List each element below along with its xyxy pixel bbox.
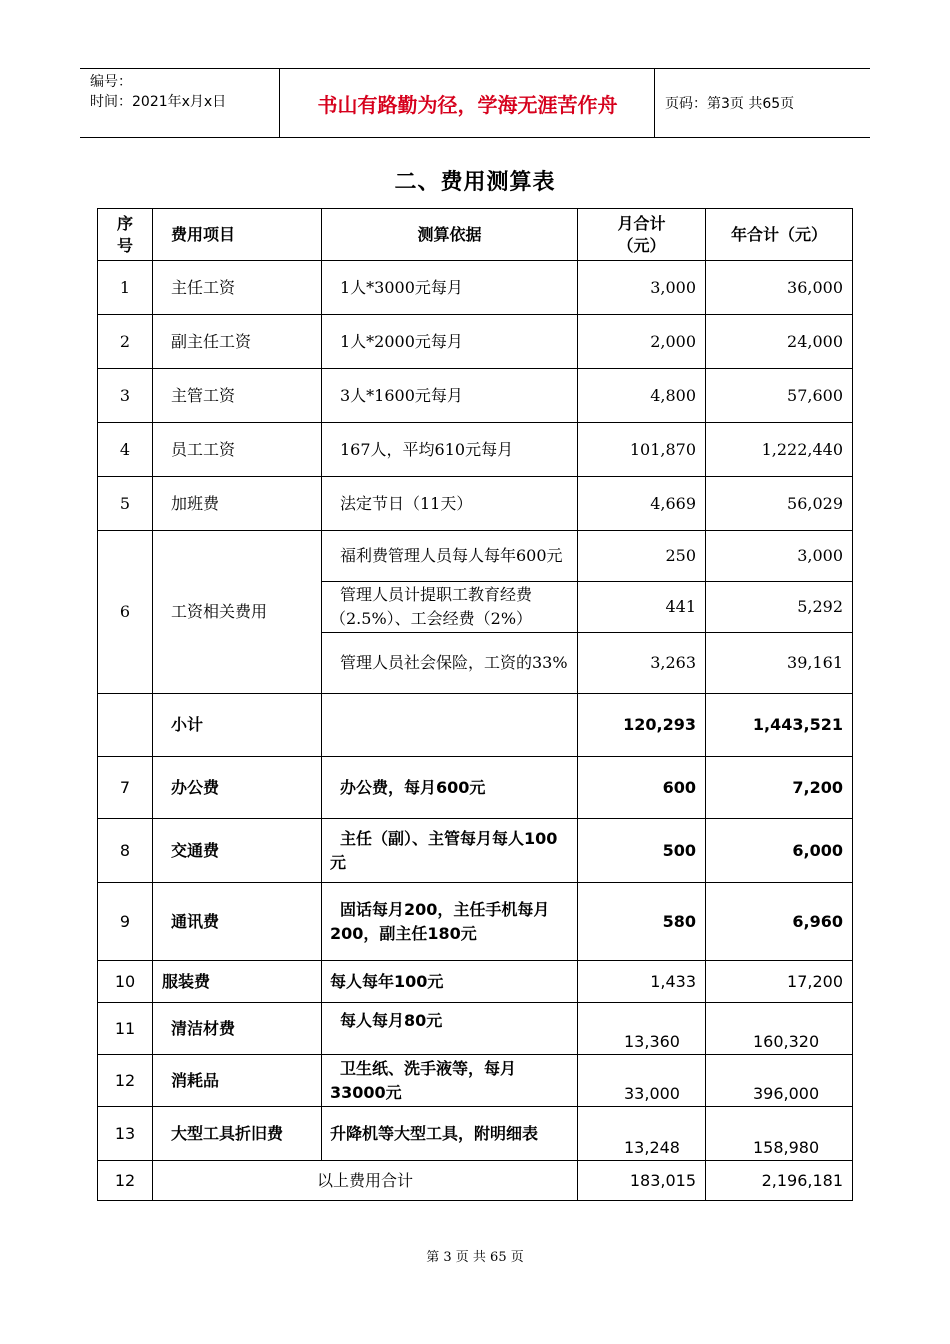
cell-yearly: 1,443,521 <box>706 694 853 757</box>
cell-basis: 1人*3000元每月 <box>322 261 578 315</box>
cell-item: 员工工资 <box>153 423 322 477</box>
col-header-yearly: 年合计（元） <box>706 209 853 261</box>
cell-seq: 7 <box>98 757 153 819</box>
cell-basis: 3人*1600元每月 <box>322 369 578 423</box>
cell-item: 消耗品 <box>153 1055 322 1107</box>
cell-basis: 固话每月200，主任手机每月200，副主任180元 <box>322 883 578 961</box>
table-header-row <box>98 209 853 261</box>
cell-monthly: 13,248 <box>578 1107 706 1161</box>
cell-seq: 12 <box>98 1161 153 1201</box>
cell-monthly: 580 <box>578 883 706 961</box>
cell-item: 主管工资 <box>153 369 322 423</box>
table-row <box>98 883 853 961</box>
cell-monthly: 4,669 <box>578 477 706 531</box>
cell-item: 副主任工资 <box>153 315 322 369</box>
col-header-item: 费用项目 <box>153 209 322 261</box>
cell-basis: 法定节日（11天） <box>322 477 578 531</box>
cell-basis: 167人，平均610元每月 <box>322 423 578 477</box>
cell-yearly: 57,600 <box>706 369 853 423</box>
page-title: 二、费用测算表 <box>394 170 556 195</box>
cell-item: 交通费 <box>153 819 322 883</box>
cell-yearly: 6,000 <box>706 819 853 883</box>
cell-seq: 9 <box>98 883 153 961</box>
cell-item: 清洁材费 <box>153 1003 322 1055</box>
col-header-monthly: 月合计（元） <box>578 209 706 261</box>
col-header-seq: 序号 <box>98 209 153 261</box>
cell-seq: 11 <box>98 1003 153 1055</box>
header-meta <box>80 69 280 137</box>
cell-monthly: 101,870 <box>578 423 706 477</box>
cell-basis: 福利费管理人员每人每年600元 <box>322 531 578 582</box>
cell-yearly: 56,029 <box>706 477 853 531</box>
cell-basis <box>322 694 578 757</box>
cell-basis: 管理人员计提职工教育经费（2.5%）、工会经费（2%） <box>322 582 578 633</box>
cell-yearly: 160,320 <box>706 1003 853 1055</box>
table-row <box>98 961 853 1003</box>
cell-total-label: 以上费用合计 <box>153 1161 578 1201</box>
page-footer: 第 3 页 共 65 页 <box>426 1250 524 1265</box>
cell-yearly: 158,980 <box>706 1107 853 1161</box>
table-row <box>98 531 853 582</box>
cell-basis: 主任（副）、主管每月每人100元 <box>322 819 578 883</box>
cell-item: 主任工资 <box>153 261 322 315</box>
cell-basis: 1人*2000元每月 <box>322 315 578 369</box>
cell-basis: 每人每月80元 <box>322 1003 578 1055</box>
cell-monthly: 183,015 <box>578 1161 706 1201</box>
cell-basis: 管理人员社会保险，工资的33% <box>322 633 578 694</box>
cell-yearly: 1,222,440 <box>706 423 853 477</box>
cell-basis: 每人每年100元 <box>322 961 578 1003</box>
cell-monthly: 441 <box>578 582 706 633</box>
table-row <box>98 369 853 423</box>
cell-yearly: 3,000 <box>706 531 853 582</box>
cell-monthly: 600 <box>578 757 706 819</box>
table-row <box>98 1003 853 1055</box>
subtotal-row <box>98 694 853 757</box>
header-motto: 书山有路勤为径，学海无涯苦作舟 <box>281 69 655 137</box>
cell-yearly: 6,960 <box>706 883 853 961</box>
cell-monthly: 13,360 <box>578 1003 706 1055</box>
cell-seq: 12 <box>98 1055 153 1107</box>
cell-monthly: 1,433 <box>578 961 706 1003</box>
cell-item: 通讯费 <box>153 883 322 961</box>
cell-basis: 办公费，每月600元 <box>322 757 578 819</box>
fee-table <box>97 208 853 1201</box>
cell-seq: 6 <box>98 531 153 694</box>
cell-item: 大型工具折旧费 <box>153 1107 322 1161</box>
cell-seq: 2 <box>98 315 153 369</box>
table-row <box>98 1107 853 1161</box>
cell-item: 工资相关费用 <box>153 531 322 694</box>
header-page-info: 页码：第3页 共65页 <box>665 96 795 112</box>
table-row <box>98 477 853 531</box>
cell-basis: 卫生纸、洗手液等，每月33000元 <box>322 1055 578 1107</box>
cell-yearly: 36,000 <box>706 261 853 315</box>
cell-item: 加班费 <box>153 477 322 531</box>
cell-monthly: 4,800 <box>578 369 706 423</box>
col-header-basis: 测算依据 <box>322 209 578 261</box>
cell-yearly: 7,200 <box>706 757 853 819</box>
table-row <box>98 757 853 819</box>
cell-monthly: 3,000 <box>578 261 706 315</box>
table-row <box>98 423 853 477</box>
page-header <box>80 68 870 138</box>
cell-yearly: 39,161 <box>706 633 853 694</box>
cell-item: 小计 <box>153 694 322 757</box>
code-label: 编号： <box>90 74 132 90</box>
cell-seq: 4 <box>98 423 153 477</box>
cell-seq: 10 <box>98 961 153 1003</box>
cell-seq: 13 <box>98 1107 153 1161</box>
cell-monthly: 3,263 <box>578 633 706 694</box>
cell-yearly: 5,292 <box>706 582 853 633</box>
cell-monthly: 33,000 <box>578 1055 706 1107</box>
cell-seq: 5 <box>98 477 153 531</box>
cell-item: 服装费 <box>153 961 322 1003</box>
cell-yearly: 24,000 <box>706 315 853 369</box>
cell-monthly: 120,293 <box>578 694 706 757</box>
cell-seq: 8 <box>98 819 153 883</box>
date-label: 时间：2021年x月x日 <box>90 94 227 110</box>
cell-yearly: 396,000 <box>706 1055 853 1107</box>
cell-item: 办公费 <box>153 757 322 819</box>
table-row <box>98 1055 853 1107</box>
cell-yearly: 2,196,181 <box>706 1161 853 1201</box>
cell-seq: 1 <box>98 261 153 315</box>
cell-seq <box>98 694 153 757</box>
table-row <box>98 315 853 369</box>
cell-seq: 3 <box>98 369 153 423</box>
cell-basis: 升降机等大型工具，附明细表 <box>322 1107 578 1161</box>
table-row <box>98 261 853 315</box>
cell-monthly: 250 <box>578 531 706 582</box>
table-row <box>98 819 853 883</box>
cell-yearly: 17,200 <box>706 961 853 1003</box>
total-row <box>98 1161 853 1201</box>
cell-monthly: 2,000 <box>578 315 706 369</box>
cell-monthly: 500 <box>578 819 706 883</box>
